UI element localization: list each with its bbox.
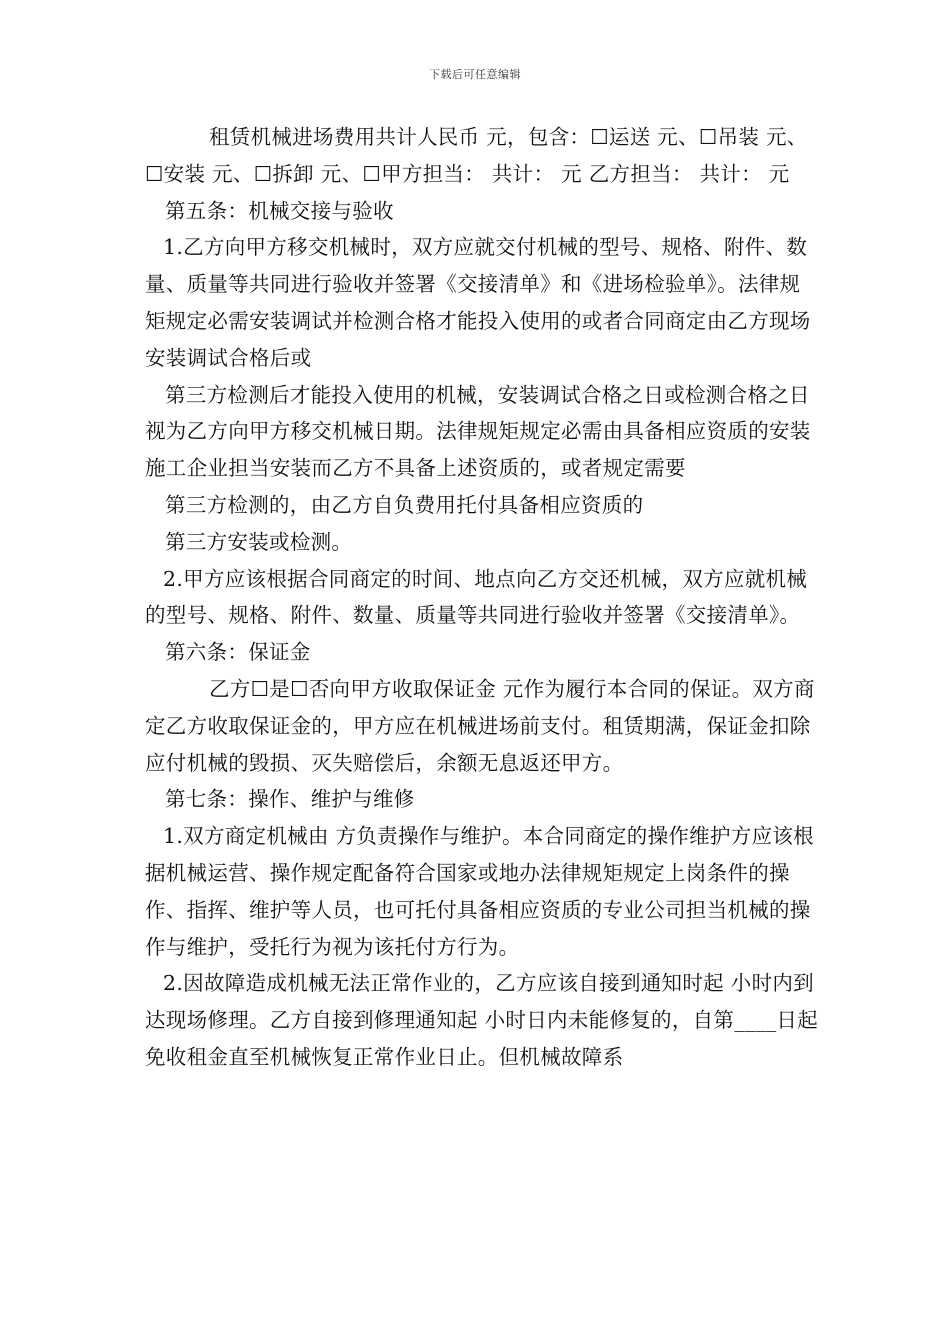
section-heading-article-7: 第七条：操作、维护与维修 [165, 787, 415, 812]
paragraph-deposit: 乙方☐是☐否向甲方收取保证金 元作为履行本合同的保证。双方商定乙方收取保证金的，甲方应在机械进场前支付。租赁期满，保证金扣除应付机械的毁损、灭失赔偿后，余额无息返还甲方。 [145, 676, 815, 775]
page-header: 下载后可任意编辑 [429, 68, 521, 81]
paragraph-entry-fees: 租赁机械进场费用共计人民币 元，包含：☐运送 元、☐吊装 元、☐安装 元、☐拆卸 元、☐甲方担当： 共计： 元 乙方担当： 共计： 元 [145, 125, 808, 186]
paragraph-third-party-inspection: 第三方检测后才能投入使用的机械，安装调试合格之日或检测合格之日视为乙方向甲方移交机械日期。法律规矩规定必需由具备相应资质的安装施工企业担当安装而乙方不具备上述资质的，或者规定需要 [145, 382, 811, 481]
paragraph-article-7-item-1: 1.双方商定机械由 方负责操作与维护。本合同商定的操作维护方应该根据机械运营、操作规定配备符合国家或地办法律规矩规定上岗条件的操作、指挥、维护等人员，也可托付具备相应资质的专业公司担当机械的操作与维护，受托行为视为该托付方行为。 [145, 824, 814, 959]
paragraph-third-party-install: 第三方安装或检测。 [165, 529, 353, 554]
section-heading-article-5: 第五条：机械交接与验收 [165, 198, 394, 223]
paragraph-article-7-item-2: 2.因故障造成机械无法正常作业的，乙方应该自接到通知时起 小时内到达现场修理。乙方自接到修理通知起 小时日内未能修复的，自第____日起免收租金直至机械恢复正常作业日止。但机械故障系 [145, 971, 819, 1069]
paragraph-article-5-item-2: 2.甲方应该根据合同商定的时间、地点向乙方交还机械，双方应就机械的型号、规格、附件、数量、质量等共同进行验收并签署《交接清单》。 [145, 566, 808, 628]
contract-body [145, 119, 821, 1076]
section-heading-article-6: 第六条：保证金 [165, 640, 311, 665]
paragraph-article-5-item-1: 1.乙方向甲方移交机械时，双方应就交付机械的型号、规格、附件、数量、质量等共同进行验收并签署《交接清单》和《进场检验单》。法律规矩规定必需安装调试并检测合格才能投入使用的或者合同商定由乙方现场安装调试合格后或 [145, 235, 811, 370]
paragraph-third-party-testing: 第三方检测的，由乙方自负费用托付具备相应资质的 [165, 492, 644, 517]
